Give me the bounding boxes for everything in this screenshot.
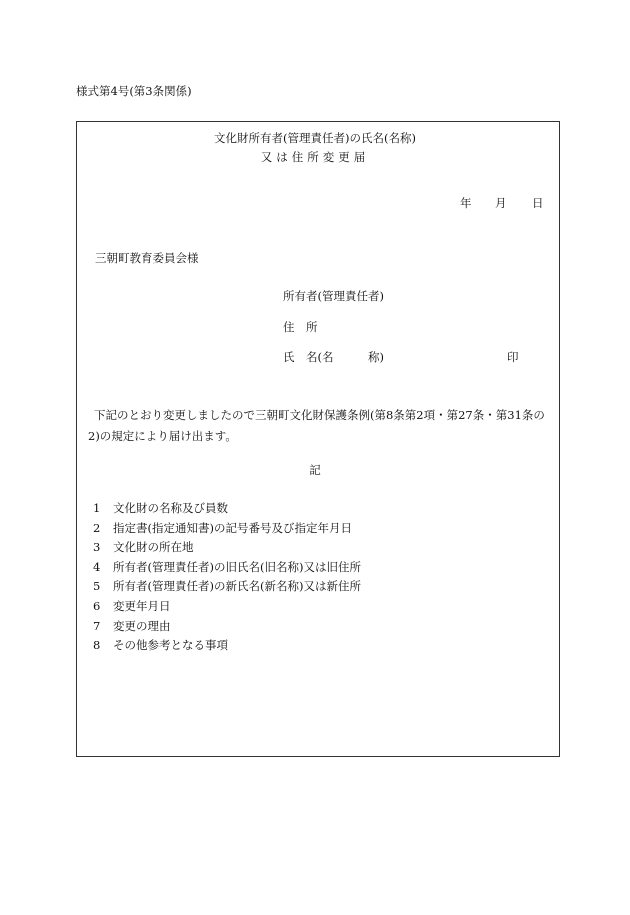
date-year: 年 — [460, 196, 472, 210]
list-item — [93, 558, 361, 578]
item-number: 8 — [93, 638, 101, 653]
addressee: 三朝町教育委員会様 — [95, 251, 199, 265]
list-item — [93, 597, 361, 617]
list-item — [93, 577, 361, 597]
item-list — [93, 499, 361, 656]
date-day: 日 — [532, 196, 544, 210]
list-item — [93, 538, 361, 558]
form-title-line1: 文化財所有者(管理責任者)の氏名(名称) — [214, 131, 416, 145]
name-label: 氏 名(名 称) — [283, 350, 384, 364]
form-number: 様式第4号(第3条関係) — [76, 84, 192, 98]
body-text-content: 下記のとおり変更しましたので三朝町文化財保護条例(第8条第2項・第27条・第31条の2)の規定により届け出ます。 — [88, 408, 545, 443]
item-text: 変更の理由 — [113, 618, 171, 633]
list-item — [93, 499, 361, 519]
item-number: 5 — [93, 579, 101, 594]
item-number: 4 — [93, 559, 101, 574]
body-text — [76, 405, 560, 447]
list-item — [93, 519, 361, 539]
item-number: 2 — [93, 520, 101, 535]
item-number: 3 — [93, 540, 101, 555]
item-text: その他参考となる事項 — [113, 638, 228, 653]
item-text: 指定書(指定通知書)の記号番号及び指定年月日 — [113, 520, 352, 535]
item-number: 7 — [93, 618, 101, 633]
address-label: 住 所 — [283, 320, 318, 334]
ki-heading: 記 — [309, 463, 321, 477]
list-item — [93, 617, 361, 637]
date-month: 月 — [495, 196, 507, 210]
item-text: 変更年月日 — [113, 598, 171, 613]
seal-mark: 印 — [507, 350, 519, 364]
item-number: 6 — [93, 598, 101, 613]
item-text: 所有者(管理責任者)の新氏名(新名称)又は新住所 — [113, 579, 361, 594]
list-item — [93, 636, 361, 656]
item-text: 文化財の所在地 — [113, 540, 194, 555]
form-title-line2: 又は住所変更届 — [260, 150, 370, 164]
owner-label: 所有者(管理責任者) — [283, 289, 384, 303]
item-text: 所有者(管理責任者)の旧氏名(旧名称)又は旧住所 — [113, 559, 361, 574]
item-text: 文化財の名称及び員数 — [113, 501, 228, 515]
item-number: 1 — [93, 501, 101, 515]
